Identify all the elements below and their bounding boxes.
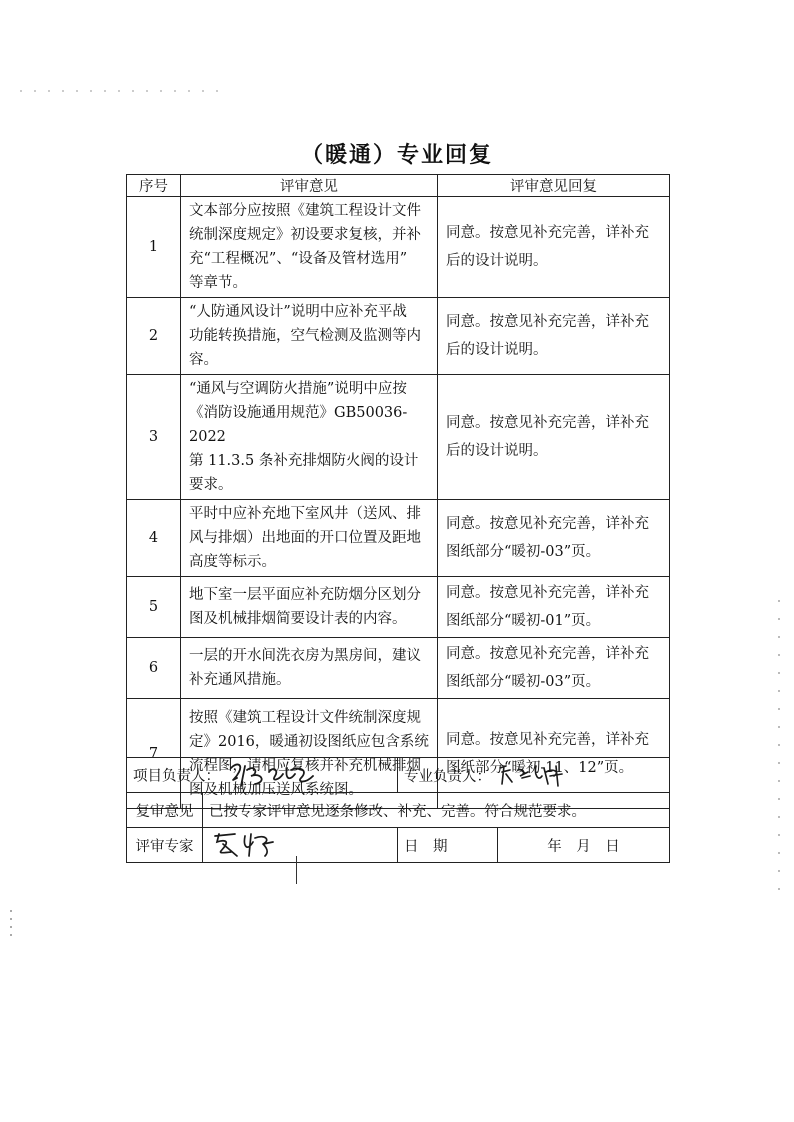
row-reply: 同意。按意见补充完善，详补充 图纸部分“暖初-11、12”页。 bbox=[438, 699, 670, 809]
row-num: 5 bbox=[127, 577, 181, 638]
row-opinion: “人防通风设计”说明中应补充平战 功能转换措施，空气检测及监测等内 容。 bbox=[181, 298, 438, 375]
row-num: 4 bbox=[127, 500, 181, 577]
row-reply: 同意。按意见补充完善，详补充 图纸部分“暖初-03”页。 bbox=[438, 500, 670, 577]
row-reply: 同意。按意见补充完善，详补充 后的设计说明。 bbox=[438, 298, 670, 375]
scan-artifact bbox=[10, 910, 12, 940]
row-reply: 同意。按意见补充完善，详补充 后的设计说明。 bbox=[438, 197, 670, 298]
project-lead-signature bbox=[225, 762, 317, 786]
row-reply: 同意。按意见补充完善，详补充 图纸部分“暖初-01”页。 bbox=[438, 577, 670, 638]
project-lead-cell bbox=[127, 758, 398, 793]
discipline-lead-signature bbox=[496, 762, 568, 786]
expert-signature bbox=[209, 832, 279, 856]
scan-artifact bbox=[778, 600, 780, 900]
expert-row bbox=[127, 828, 670, 863]
row-num: 7 bbox=[127, 699, 181, 809]
re-review-text: 已按专家评审意见逐条修改、补充、完善。符合规范要求。 bbox=[203, 793, 670, 828]
header-reply: 评审意见回复 bbox=[438, 175, 670, 197]
row-opinion: “通风与空调防火措施”说明中应按 《消防设施通用规范》GB50036-2022 第 11.3.5 条补充排烟防火阀的设计 要求。 bbox=[181, 375, 438, 500]
date-label: 日 期 bbox=[398, 828, 498, 863]
re-review-label: 复审意见 bbox=[127, 793, 203, 828]
row-opinion: 文本部分应按照《建筑工程设计文件 统制深度规定》初设要求复核，并补 充“工程概况”、“设备及管材选用” 等章节。 bbox=[181, 197, 438, 298]
table-header-row bbox=[127, 175, 670, 197]
table-row bbox=[127, 197, 670, 298]
row-num: 1 bbox=[127, 197, 181, 298]
row-opinion: 地下室一层平面应补充防烟分区划分 图及机械排烟简要设计表的内容。 bbox=[181, 577, 438, 638]
expert-signature-cell bbox=[203, 828, 398, 863]
project-lead-label: 项目负责人： bbox=[133, 768, 220, 785]
table-row bbox=[127, 638, 670, 699]
scan-artifact bbox=[20, 90, 220, 92]
header-opinion: 评审意见 bbox=[181, 175, 438, 197]
discipline-lead-cell bbox=[398, 758, 670, 793]
re-review-row bbox=[127, 793, 670, 828]
table-row bbox=[127, 500, 670, 577]
discipline-lead-label: 专业负责人： bbox=[404, 768, 492, 785]
row-reply: 同意。按意见补充完善，详补充 图纸部分“暖初-03”页。 bbox=[438, 638, 670, 699]
table-row bbox=[127, 298, 670, 375]
header-num: 序号 bbox=[127, 175, 181, 197]
table-row bbox=[127, 375, 670, 500]
row-num: 6 bbox=[127, 638, 181, 699]
row-num: 2 bbox=[127, 298, 181, 375]
row-opinion: 一层的开水间洗衣房为黑房间，建议 补充通风措施。 bbox=[181, 638, 438, 699]
stray-pen-stroke bbox=[296, 856, 297, 884]
date-value: 年 月 日 bbox=[498, 828, 670, 863]
signoff-table bbox=[126, 757, 670, 863]
review-table bbox=[126, 174, 670, 809]
row-reply: 同意。按意见补充完善，详补充 后的设计说明。 bbox=[438, 375, 670, 500]
expert-label: 评审专家 bbox=[127, 828, 203, 863]
table-row bbox=[127, 577, 670, 638]
row-opinion: 按照《建筑工程设计文件统制深度规 定》2016，暖通初设图纸应包含系统 流程图，请相应复核并补充机械排烟 图及机械加压送风系统图。 bbox=[181, 699, 438, 809]
responsible-row bbox=[127, 758, 670, 793]
page-title: （暖通）专业回复 bbox=[300, 142, 493, 168]
row-opinion: 平时中应补充地下室风井（送风、排 风与排烟）出地面的开口位置及距地 高度等标示。 bbox=[181, 500, 438, 577]
row-num: 3 bbox=[127, 375, 181, 500]
